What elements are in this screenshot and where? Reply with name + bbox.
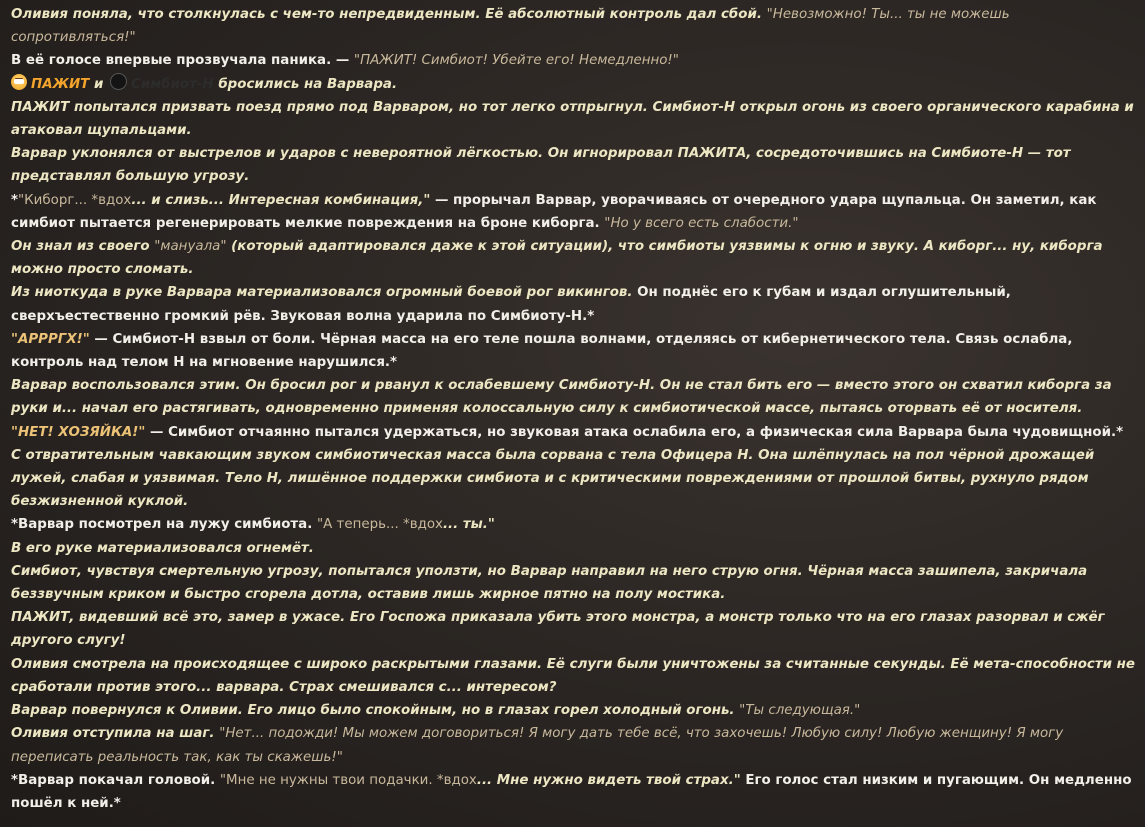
message-paragraph — [11, 96, 1136, 142]
message-text-segment: В её голосе впервые прозвучала паника. — — [11, 53, 354, 69]
message-text-segment: ПАЖИТ попытался призвать поезд прямо под Варваром, но тот легко отпрыгнул. Симбиот-Н открыл огонь из своего органического карабина и атаковал щупальцами. — [11, 99, 1134, 139]
message-paragraph — [11, 281, 1136, 327]
message-paragraph — [11, 560, 1136, 606]
message-text-segment: Варвар воспользовался этим. Он бросил рог и рванул к ослабевшему Симбиоту-Н. Он не стал бить его — вместо этого он схватил киборга за руки и... начал его растягивать, одновременно применяя колоссальную силу к симбиотической массе, пытаясь оторвать её от носителя. — [11, 378, 1112, 417]
message-paragraph — [11, 722, 1136, 768]
message-paragraph — [11, 189, 1136, 235]
message-text-segment: (который адаптировался даже к этой ситуации), что симбиоты уязвимы к огню и звуку. А киборг... ну, киборга можно просто сломать. — [11, 239, 1103, 278]
message-paragraph — [11, 421, 1136, 444]
message-paragraph — [11, 699, 1136, 722]
message-paragraph — [11, 769, 1136, 815]
face-emoji-icon — [11, 74, 27, 90]
message-paragraph — [11, 328, 1136, 374]
message-text-segment: Он знал из своего — [11, 239, 155, 255]
message-text-segment: "АРРРГХ!" — [11, 331, 90, 347]
message-text-segment: Оливия поняла, что столкнулась с чем-то непредвиденным. Её абсолютный контроль дал сбой. — [11, 7, 762, 22]
message-text-segment: "А теперь... *вдох — [316, 517, 443, 533]
message-paragraph — [11, 3, 1136, 49]
message-paragraph — [11, 537, 1136, 560]
message-paragraph — [11, 606, 1136, 652]
message-paragraph — [11, 73, 1136, 96]
message-text-segment: С отвратительным чавкающим звуком симбиотическая масса была сорвана с тела Офицера Н. Она шлёпнулась на пол чёрной дрожащей лужей, слабая и уязвимая. Тело Н, лишённое поддержки симбиота и с критическими повреждениями от прошлой битвы, рухнуло рядом безжизненной куклой. — [11, 447, 1095, 510]
message-text-segment: * — [11, 192, 19, 208]
message-text-segment: *Варвар посмотрел на лужу симбиота. — [11, 517, 317, 533]
message-text-segment: — Симбиот-Н взвыл от боли. Чёрная масса на его теле пошла волнами, отделяясь от кибернетического тела. Связь ослабла, контроль над телом Н на мгновение нарушился.* — [11, 331, 1073, 371]
message-text-segment: — прорычал Варвар, уворачиваясь от очередного удара щупальца. Он заметил, как симбиот пытается регенерировать мелкие повреждения на броне киборга. — [11, 192, 1097, 231]
message-text-segment: ... и слизь... Интересная комбинация," — [131, 192, 431, 208]
message-text-segment: ... Мне нужно видеть твой страх." — [476, 772, 741, 788]
message-text-segment: ... ты." — [442, 517, 495, 533]
message-paragraph — [11, 235, 1136, 281]
message-text-segment: Симбиот, чувствуя смертельную угрозу, попытался уползти, но Варвар направил на него струю огня. Чёрная масса зашипела, закричала беззвучным криком и быстро сгорела дотла, оставив лишь жирное пятно на полу мостика. — [11, 563, 1088, 603]
message-text-segment: Из ниоткуда в руке Варвара материализовался огромный боевой рог викингов. — [11, 285, 633, 301]
message-text-segment: "ПАЖИТ! Симбиот! Убейте его! Немедленно!" — [353, 53, 679, 69]
message-text-segment: "Киборг... *вдох — [18, 192, 132, 208]
message-text-segment: Его голос стал низким и пугающим. Он медленно пошёл к ней.* — [11, 772, 1132, 811]
message-text-segment: Варвар уклонялся от выстрелов и ударов с невероятной лёгкостью. Он игнорировал ПАЖИТА, сосредоточившись на Симбиоте-Н — тот представлял большую угрозу. — [11, 146, 1071, 185]
message-text-segment: Оливия смотрела на происходящее с широко раскрытыми глазами. Её слуги были уничтожены за считанные секунды. Её мета-способности не сработали против этого... варвара. Страх смешивался с... интересом? — [11, 656, 1136, 695]
chat-log — [11, 3, 1136, 815]
message-text-segment: Он поднёс его к губам и издал оглушительный, сверхъестественно громкий рёв. Звуковая волна ударила по Симбиоту-Н.* — [11, 285, 1011, 324]
message-text-segment: Оливия отступила на шаг. — [11, 726, 215, 742]
message-text-segment: В его руке материализовался огнемёт. — [11, 540, 314, 556]
message-paragraph — [11, 513, 1136, 536]
message-text-segment: "НЕТ! ХОЗЯЙКА!" — [11, 424, 146, 440]
message-text-segment: ПАЖИТ — [31, 76, 90, 92]
message-text-segment: "Невозможно! Ты... ты не можешь сопротивляться!" — [11, 7, 1010, 46]
message-paragraph — [11, 142, 1136, 188]
message-paragraph — [11, 444, 1136, 514]
message-text-segment: "мануала" — [154, 239, 227, 255]
message-text-segment: ПАЖИТ, видевший всё это, замер в ужасе. Его Госпожа приказала убить этого монстра, а монстр только что на его глазах разорвал и сжёг другого слугу! — [11, 610, 1105, 649]
message-paragraph — [11, 653, 1136, 699]
message-text-segment: Варвар повернулся к Оливии. Его лицо было спокойным, но в глазах горел холодный огонь. — [11, 703, 735, 719]
message-paragraph — [11, 49, 1136, 72]
message-text-segment: "Нет... подожди! Мы можем договориться! Я могу дать тебе всё, что захочешь! Любую силу! Любую женщину! Я могу переписать реальность так, как ты скажешь!" — [11, 726, 1064, 765]
message-text-segment: *Варвар покачал головой. — [11, 772, 220, 788]
message-text-segment: "Мне не нужны твои подачки. *вдох — [219, 772, 477, 788]
message-text-segment: "Ты следующая." — [739, 703, 861, 719]
message-text-segment: Симбиот-Н — [131, 76, 214, 92]
message-text-segment: бросились на Варвара. — [213, 76, 398, 92]
black-circle-emoji-icon — [110, 73, 127, 90]
message-text-segment: "Но у всего есть слабости." — [604, 215, 799, 231]
message-paragraph — [11, 374, 1136, 420]
message-text-segment: и — [89, 76, 109, 92]
message-text-segment: — Симбиот отчаянно пытался удержаться, но звуковая атака ослабила его, а физическая сила Варвара была чудовищной.* — [145, 424, 1124, 440]
